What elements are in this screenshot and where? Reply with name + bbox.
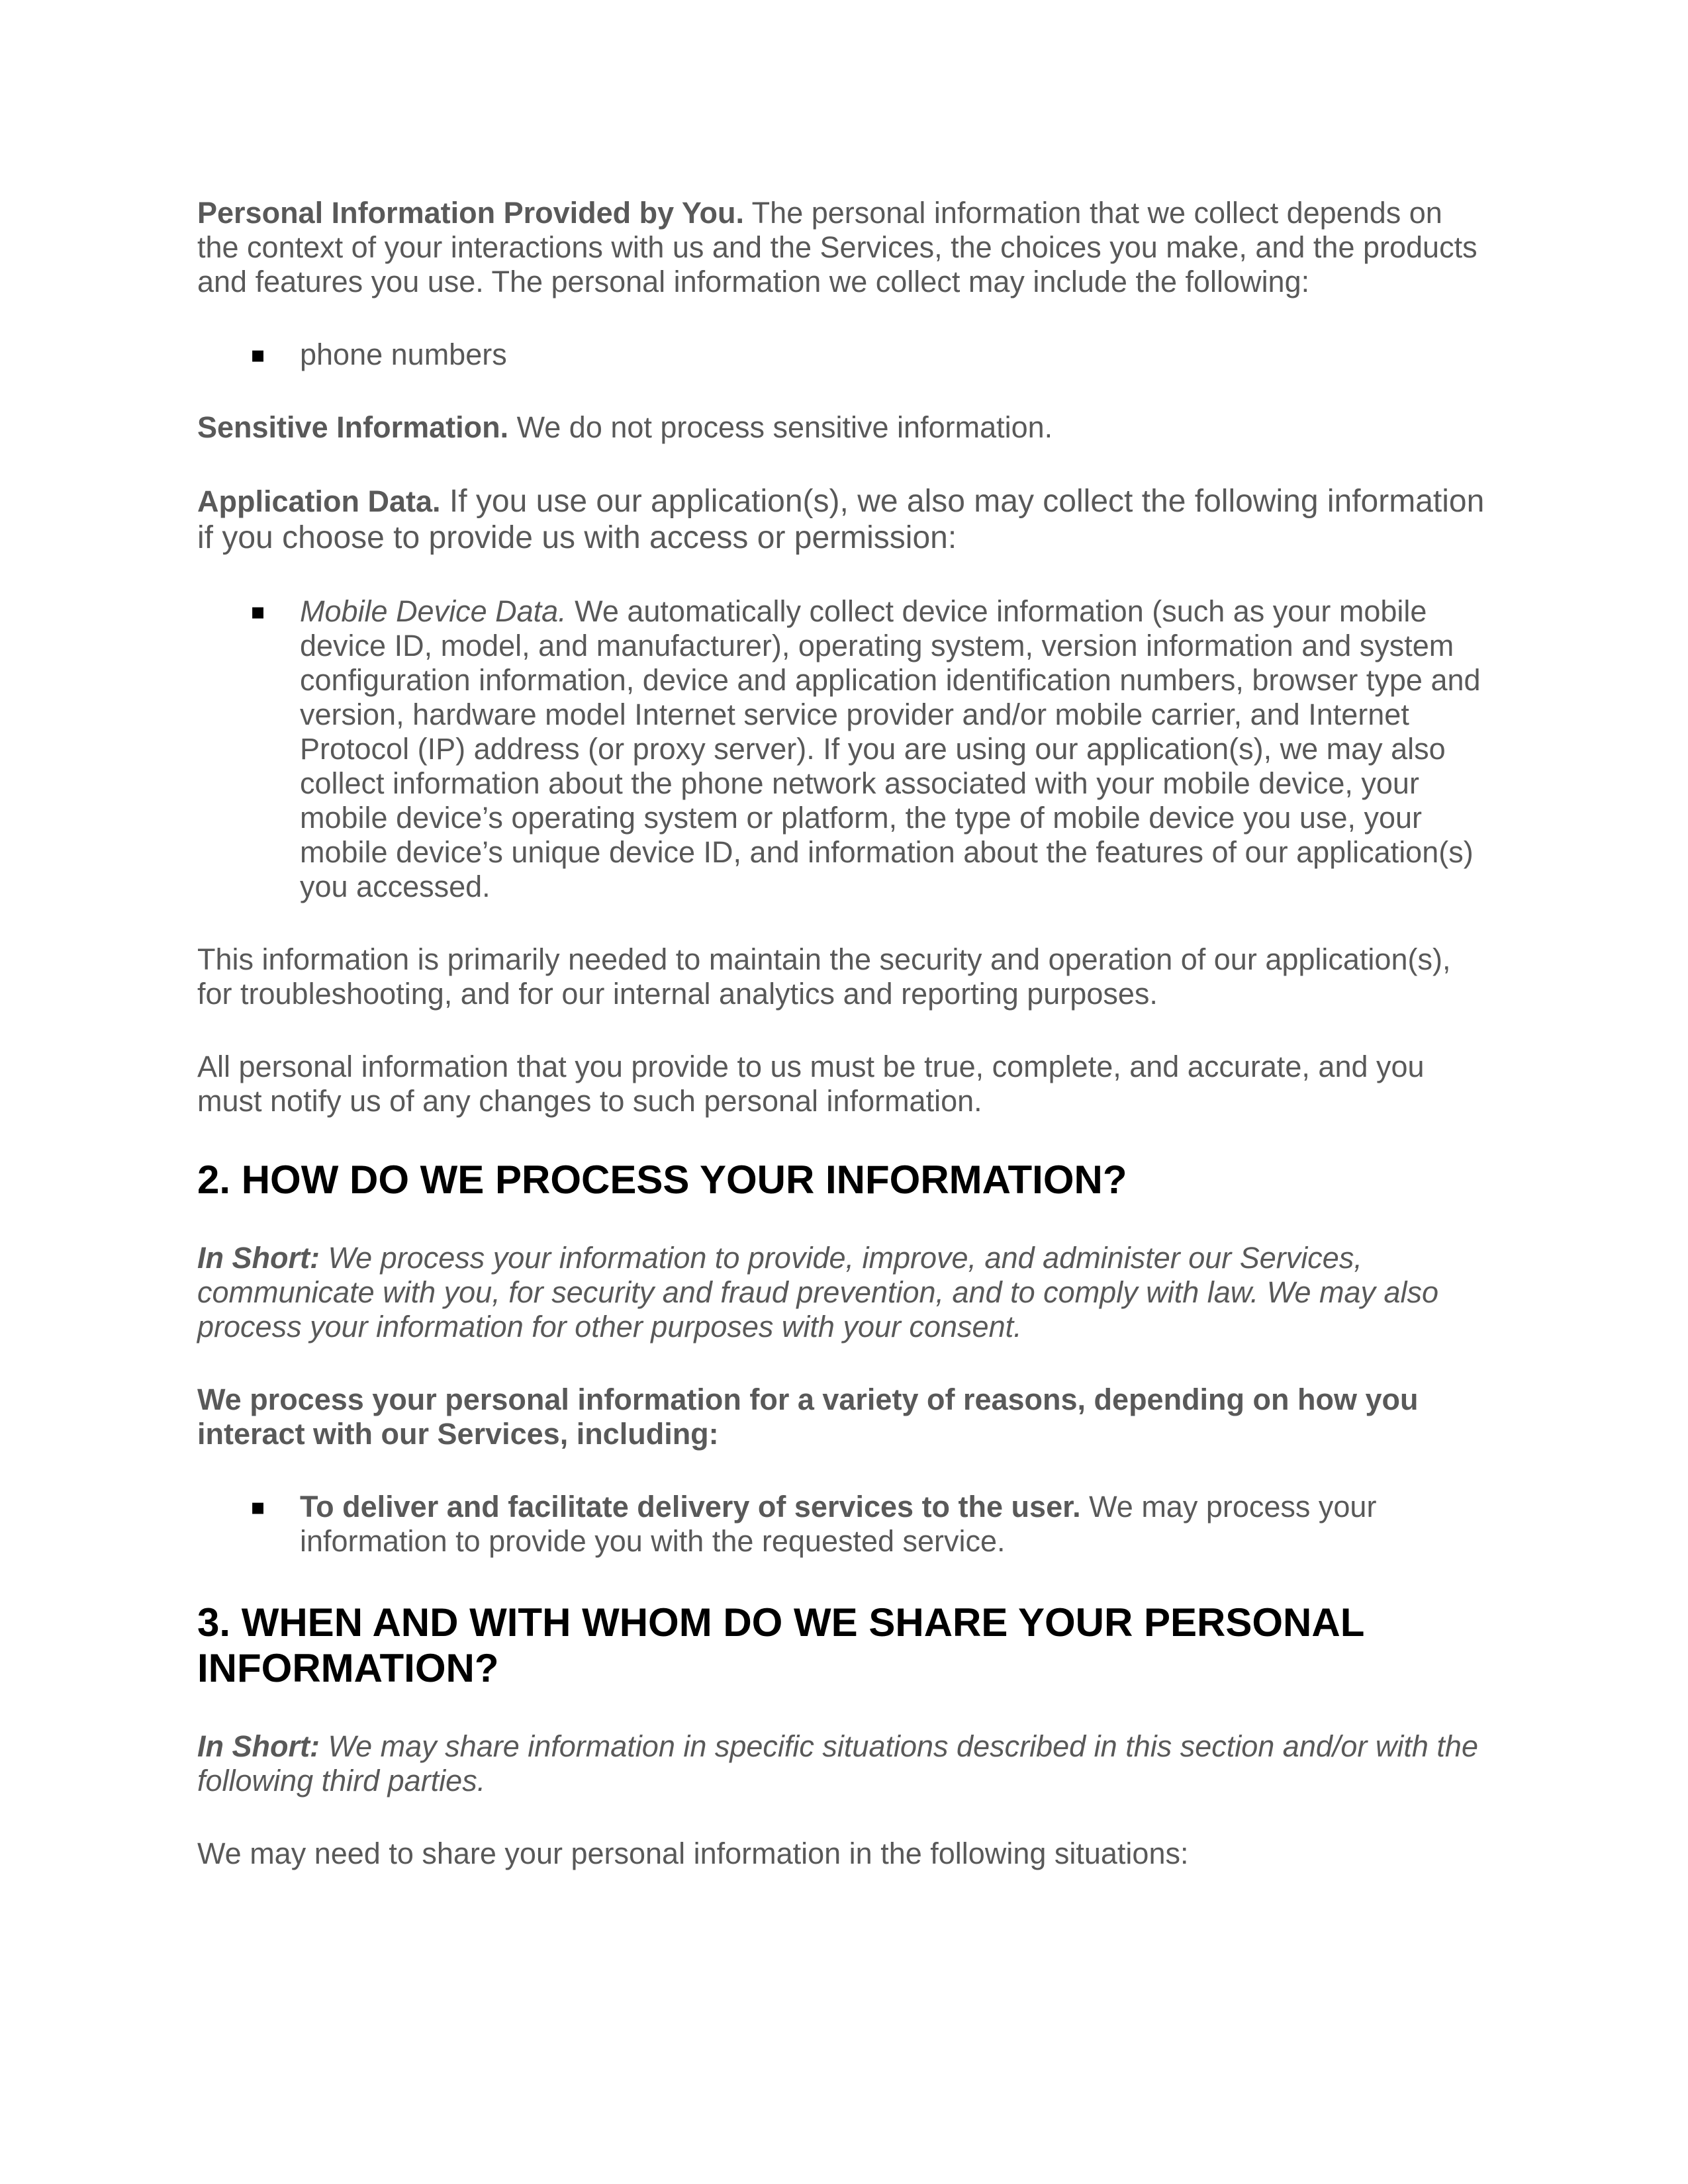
list-item-text: We may process your information to provide you with the requested service. bbox=[300, 1490, 1377, 1558]
paragraph-lead: In Short: bbox=[197, 1729, 320, 1763]
list-item-lead: To deliver and facilitate delivery of services to the user. bbox=[300, 1490, 1081, 1524]
process-reasons-list bbox=[197, 1490, 1491, 1559]
paragraph-text: If you use our application(s), we also may collect the following information if you choose to provide us with access or permission: bbox=[197, 484, 1485, 555]
list-item bbox=[197, 1490, 1491, 1559]
paragraph-lead: In Short: bbox=[197, 1241, 320, 1275]
list-item bbox=[197, 594, 1491, 904]
paragraph-in-short-section2 bbox=[197, 1241, 1491, 1344]
square-bullet-icon: ▪ bbox=[250, 598, 266, 625]
paragraph-lead: Application Data. bbox=[197, 484, 441, 518]
paragraph-application-data bbox=[197, 483, 1491, 556]
paragraph-accuracy: All personal information that you provide to us must be true, complete, and accurate, and you must notify us of any changes to such personal information. bbox=[197, 1050, 1425, 1118]
square-bullet-icon: ▪ bbox=[250, 1494, 266, 1520]
list-item bbox=[197, 338, 1491, 372]
section-heading-3: 3. WHEN AND WITH WHOM DO WE SHARE YOUR PERSONAL INFORMATION? bbox=[197, 1600, 1364, 1690]
personal-info-list bbox=[197, 338, 1491, 372]
section-heading-2: 2. HOW DO WE PROCESS YOUR INFORMATION? bbox=[197, 1158, 1127, 1202]
application-data-list bbox=[197, 594, 1491, 904]
list-item-text: phone numbers bbox=[300, 338, 507, 371]
paragraph-share-situations: We may need to share your personal information in the following situations: bbox=[197, 1837, 1189, 1870]
list-item-text: We automatically collect device information (such as your mobile device ID, model, and manufacturer), operating system, version information and system configuration information, device and application identification numbers, browser type and version, hardware model Internet service provider and/or mobile carrier, and Internet Protocol (IP) address (or proxy server). If you are using our application(s), we may also collect information about the phone network associated with your mobile device, your mobile device’s operating system or platform, the type of mobile device you use, your mobile device’s unique device ID, and information about the features of our application(s) you accessed. bbox=[300, 594, 1481, 903]
paragraph-lead: Sensitive Information. bbox=[197, 410, 509, 444]
paragraph-in-short-section3 bbox=[197, 1729, 1491, 1798]
paragraph-text: The personal information that we collect depends on the context of your interactions with us and the Services, the choices you make, and the products and features you use. The personal information we collect may include the following: bbox=[197, 196, 1477, 298]
paragraph-text: We may share information in specific situations described in this section and/or with the following third parties. bbox=[197, 1729, 1478, 1797]
square-bullet-icon: ▪ bbox=[250, 341, 266, 368]
list-item-lead: Mobile Device Data. bbox=[300, 594, 567, 628]
paragraph-security-purpose: This information is primarily needed to maintain the security and operation of our application(s), for troubleshooting, and for our internal analytics and reporting purposes. bbox=[197, 942, 1451, 1011]
paragraph-sensitive-information bbox=[197, 410, 1491, 445]
paragraph-personal-info-provided bbox=[197, 196, 1491, 299]
paragraph-text: We process your information to provide, improve, and administer our Services, communicate with you, for security and fraud prevention, and to comply with law. We may also process your information for other purposes with your consent. bbox=[197, 1241, 1439, 1343]
paragraph-process-reasons: We process your personal information for a variety of reasons, depending on how you interact with our Services, including: bbox=[197, 1383, 1419, 1451]
paragraph-lead: Personal Information Provided by You. bbox=[197, 196, 744, 230]
paragraph-text: We do not process sensitive information. bbox=[508, 410, 1053, 444]
